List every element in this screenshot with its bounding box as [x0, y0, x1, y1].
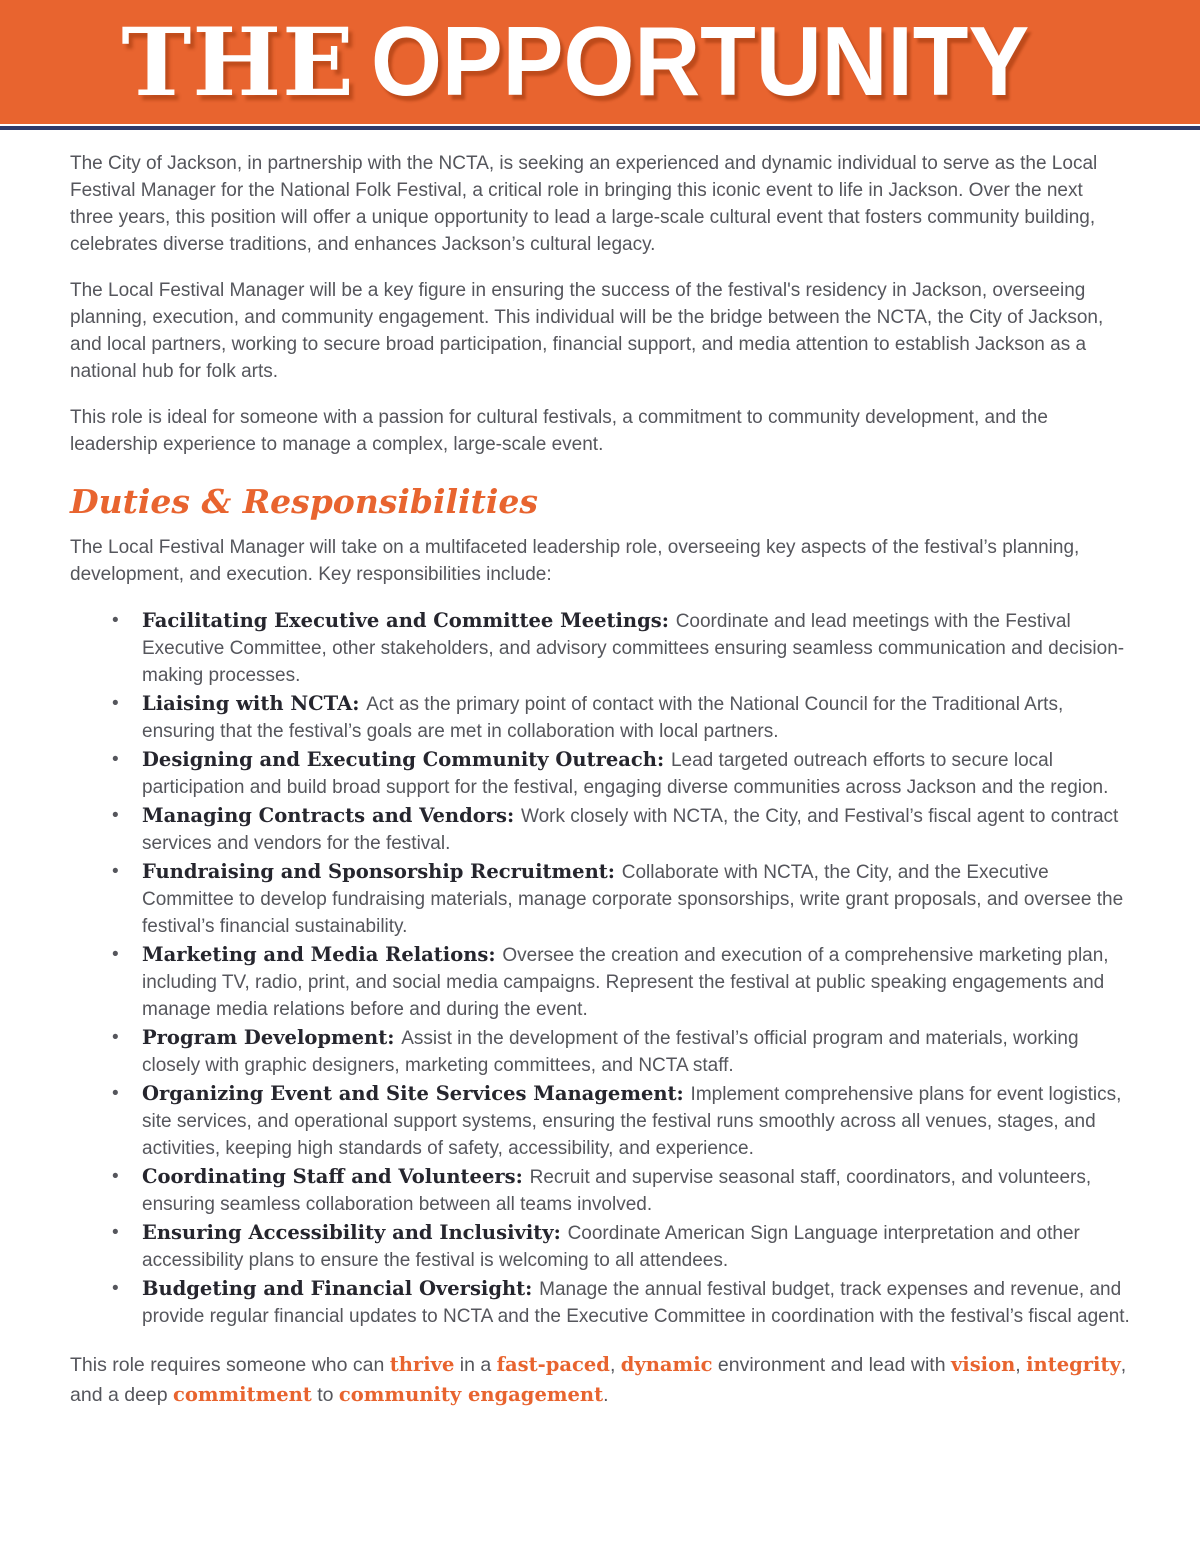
closing-highlight: vision — [950, 1353, 1016, 1377]
closing-text: . — [603, 1384, 609, 1407]
list-item — [142, 1080, 1130, 1162]
closing-highlight: community engagement — [338, 1383, 604, 1407]
list-item — [142, 746, 1130, 801]
bullet-text: Assist in the development of the festival’s official program and materials, working closely with graphic designers, marketing committees, and NCTA staff. — [142, 1028, 1079, 1077]
closing-text: , and a deep — [70, 1354, 1127, 1407]
bullet-text: Coordinate and lead meetings with the Festival Executive Committee, other stakeholders, and advisory committees ensuring seamless communication and decision-making processes. — [142, 611, 1125, 687]
closing-highlight: dynamic — [620, 1353, 713, 1377]
bullet-lead: Managing Contracts and Vendors: — [142, 804, 521, 828]
bullet-lead: Program Development: — [142, 1026, 402, 1050]
bullet-lead: Ensuring Accessibility and Inclusivity: — [142, 1221, 568, 1245]
bullet-lead: Budgeting and Financial Oversight: — [142, 1277, 540, 1301]
bullet-text: Act as the primary point of contact with the National Council for the Traditional Arts, ensuring that the festival’s goals are met in collaboration with local partners. — [142, 694, 1064, 743]
bullet-text: Work closely with NCTA, the City, and Festival’s fiscal agent to contract services and vendors for the festival. — [142, 806, 1119, 855]
list-item — [142, 1275, 1130, 1330]
list-item — [142, 858, 1130, 940]
intro-paragraph-2: The Local Festival Manager will be a key figure in ensuring the success of the festival's residency in Jackson, overseeing planning, execution, and community engagement. This individual will be the bridge between the NCTA, the City of Jackson, and local partners, working to secure broad participation, financial support, and media attention to establish Jackson as a national hub for folk arts. — [70, 280, 1104, 382]
bullet-text: Collaborate with NCTA, the City, and the Executive Committee to develop fundraising materials, manage corporate sponsorships, write grant proposals, and oversee the festival’s financial sustainability. — [142, 862, 1124, 938]
closing-text: , — [1015, 1354, 1027, 1377]
bullet-lead: Facilitating Executive and Committee Meetings: — [142, 609, 676, 633]
bullet-lead: Coordinating Staff and Volunteers: — [142, 1165, 530, 1189]
bullet-text: Lead targeted outreach efforts to secure local participation and build broad support for the festival, engaging diverse communities across Jackson and the region. — [142, 750, 1109, 799]
page-title-opportunity: OPPORTUNITY — [370, 6, 1030, 116]
bullet-lead: Fundraising and Sponsorship Recruitment: — [142, 860, 622, 884]
closing-highlight: thrive — [389, 1353, 455, 1377]
list-item — [142, 1163, 1130, 1218]
list-item — [142, 802, 1130, 857]
closing-highlight: integrity — [1026, 1353, 1121, 1377]
bullet-text: Implement comprehensive plans for event logistics, site services, and operational support systems, ensuring the festival runs smoothly across all venues, stages, and activities, keeping high standards of safety, accessibility, and experience. — [142, 1084, 1122, 1160]
closing-highlight: fast-paced — [496, 1353, 610, 1377]
list-item — [142, 1024, 1130, 1079]
closing-highlight: commitment — [173, 1383, 312, 1407]
bullet-text: Coordinate American Sign Language interpretation and other accessibility plans to ensure the festival is welcoming to all attendees. — [142, 1223, 1080, 1272]
list-item — [142, 607, 1130, 689]
closing-paragraph — [70, 1350, 1130, 1410]
list-item — [142, 941, 1130, 1023]
closing-text: in a — [454, 1354, 497, 1377]
page-title — [121, 6, 1078, 118]
duties-list — [70, 607, 1130, 1330]
intro-paragraph-1: The City of Jackson, in partnership with the NCTA, is seeking an experienced and dynamic individual to serve as the Local Festival Manager for the National Folk Festival, a critical role in bringing this iconic event to life in Jackson. Over the next three years, this position will offer a unique opportunity to lead a large-scale cultural event that fosters community building, celebrates diverse traditions, and enhances Jackson’s cultural legacy. — [70, 153, 1098, 255]
bullet-lead: Marketing and Media Relations: — [142, 943, 503, 967]
bullet-text: Oversee the creation and execution of a comprehensive marketing plan, including TV, radio, print, and social media campaigns. Represent the festival at public speaking engagements and manage media relations before and during the event. — [142, 945, 1109, 1021]
page-title-the: THE — [121, 8, 355, 118]
closing-text: , — [609, 1354, 621, 1377]
document-body — [0, 130, 1200, 1450]
list-item — [142, 1219, 1130, 1274]
page-header — [0, 0, 1200, 124]
bullet-lead: Organizing Event and Site Services Management: — [142, 1082, 691, 1106]
closing-text: to — [311, 1384, 339, 1407]
duties-intro-paragraph: The Local Festival Manager will take on a multifaceted leadership role, overseeing key aspects of the festival’s planning, development, and execution. Key responsibilities include: — [70, 537, 1080, 586]
bullet-lead: Designing and Executing Community Outreach: — [142, 748, 671, 772]
bullet-lead: Liaising with NCTA: — [142, 692, 367, 716]
intro-paragraph-3: This role is ideal for someone with a passion for cultural festivals, a commitment to community development, and the leadership experience to manage a complex, large-scale event. — [70, 407, 1048, 455]
bullet-text: Recruit and supervise seasonal staff, coordinators, and volunteers, ensuring seamless collaboration between all teams involved. — [142, 1167, 1092, 1216]
section-heading-duties: Duties & Responsibilities — [70, 482, 538, 521]
closing-text: environment and lead with — [712, 1354, 951, 1377]
bullet-text: Manage the annual festival budget, track expenses and revenue, and provide regular financial updates to NCTA and the Executive Committee in coordination with the festival’s fiscal agent. — [142, 1279, 1130, 1328]
closing-text: This role requires someone who can — [70, 1354, 390, 1377]
list-item — [142, 690, 1130, 745]
